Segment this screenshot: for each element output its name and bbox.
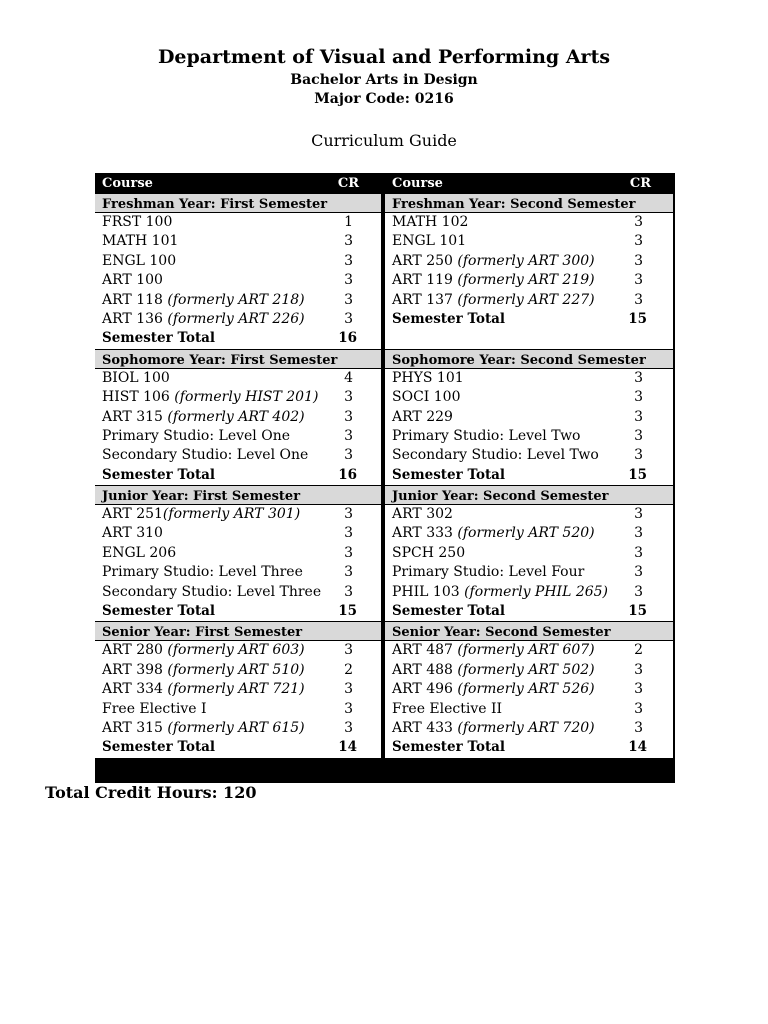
course-name: ENGL 100: [102, 252, 177, 269]
semester-heading: Sophomore Year: First Semester: [95, 349, 381, 369]
course-row: [385, 524, 673, 543]
course-credits: 3: [344, 681, 353, 698]
course-row: [385, 291, 673, 310]
semester-total-credits: 15: [628, 310, 647, 327]
course-row: [95, 700, 381, 719]
course-credits: 3: [634, 506, 643, 523]
course-row: [95, 524, 381, 543]
course-row: [95, 661, 381, 680]
formerly-note: (formerly HIST 201): [174, 389, 319, 406]
semester-heading: Freshman Year: First Semester: [95, 193, 381, 213]
total-credit-hours: Total Credit Hours: 120: [45, 783, 257, 802]
course-name: HIST 106: [102, 389, 175, 406]
course-credits: 3: [344, 408, 353, 425]
semester-total-credits: 16: [338, 330, 357, 347]
course-row: [385, 252, 673, 271]
course-name: MATH 101: [102, 233, 179, 250]
course-name: ART 496: [392, 681, 458, 698]
formerly-note: (formerly ART 300): [457, 252, 595, 269]
course-credits: 3: [634, 389, 643, 406]
formerly-note: (formerly PHIL 265): [464, 583, 609, 600]
course-credits: 1: [344, 214, 353, 230]
course-row: [95, 719, 381, 738]
column-header-cr: CR: [629, 176, 651, 191]
semester-heading: Sophomore Year: Second Semester: [385, 349, 673, 369]
semester-heading: Junior Year: Second Semester: [385, 485, 673, 505]
formerly-note: (formerly ART 218): [167, 291, 305, 308]
course-name: PHYS 101: [392, 369, 464, 386]
course-credits: 3: [634, 583, 643, 600]
formerly-note: (formerly ART 402): [167, 408, 305, 425]
semester-heading: Senior Year: First Semester: [95, 621, 381, 641]
course-credits: 3: [344, 233, 353, 250]
course-credits: 3: [634, 214, 643, 230]
course-row: [95, 271, 381, 290]
course-credits: 2: [344, 661, 353, 678]
curriculum-guide-heading: Curriculum Guide: [311, 131, 457, 150]
course-credits: 3: [344, 642, 353, 659]
course-row: [385, 213, 673, 232]
course-name: Primary Studio: Level Three: [102, 564, 303, 581]
course-credits: 3: [634, 661, 643, 678]
formerly-note: (formerly ART 227): [457, 291, 595, 308]
course-row: [95, 291, 381, 310]
semester-body: [95, 213, 381, 349]
semester-total-row: [95, 329, 381, 348]
semester-heading: Freshman Year: Second Semester: [385, 193, 673, 213]
course-name: ART 310: [102, 525, 163, 542]
course-name: Secondary Studio: Level Two: [392, 447, 599, 464]
course-name: MATH 102: [392, 214, 469, 230]
semester-body: [385, 505, 673, 621]
course-credits: 3: [344, 506, 353, 523]
semester-total-row: [95, 602, 381, 621]
course-name: Secondary Studio: Level One: [102, 447, 309, 464]
semester-total-credits: 15: [338, 603, 357, 620]
formerly-note: (formerly ART 502): [457, 661, 595, 678]
course-credits: 3: [344, 252, 353, 269]
course-row: [95, 680, 381, 699]
semester-total-credits: 16: [338, 466, 357, 483]
course-name: ART 333: [392, 525, 458, 542]
course-name: Primary Studio: Level One: [102, 427, 291, 444]
course-credits: 3: [344, 272, 353, 289]
formerly-note: (formerly ART 301): [162, 506, 301, 523]
column-header-course: Course: [102, 176, 153, 191]
course-credits: 2: [634, 642, 643, 659]
degree-subtitle: Bachelor Arts in Design: [290, 72, 478, 88]
course-name: ART 136: [102, 310, 168, 327]
course-row: [385, 427, 673, 446]
semester-total-row: [385, 466, 673, 485]
course-row: [385, 700, 673, 719]
course-name: SPCH 250: [392, 544, 466, 561]
course-name: SOCI 100: [392, 389, 461, 406]
course-row: [385, 232, 673, 251]
course-row: [95, 446, 381, 465]
semester-total-label: Semester Total: [392, 310, 506, 327]
semester-body: [95, 369, 381, 485]
formerly-note: (formerly ART 226): [167, 310, 305, 327]
semester-total-row: [385, 310, 673, 329]
course-row: [385, 563, 673, 582]
course-name: BIOL 100: [102, 369, 170, 386]
column-header-course: Course: [392, 176, 443, 191]
semester-body: [95, 641, 381, 757]
semester-total-label: Semester Total: [102, 739, 216, 756]
course-name: ART 315: [102, 408, 168, 425]
formerly-note: (formerly ART 607): [457, 642, 595, 659]
course-row: [95, 544, 381, 563]
course-row: [385, 583, 673, 602]
course-row: [385, 719, 673, 738]
course-credits: 3: [344, 291, 353, 308]
course-name: ENGL 101: [392, 233, 467, 250]
course-credits: 3: [344, 447, 353, 464]
course-credits: 3: [344, 544, 353, 561]
page-title: Department of Visual and Performing Arts: [157, 46, 611, 68]
course-row: [95, 408, 381, 427]
semester-heading: Senior Year: Second Semester: [385, 621, 673, 641]
formerly-note: (formerly ART 510): [167, 661, 305, 678]
left-column: [95, 173, 381, 758]
course-credits: 3: [634, 447, 643, 464]
course-row: [385, 505, 673, 524]
course-name: ART 251: [102, 506, 163, 523]
course-credits: 3: [634, 427, 643, 444]
column-header-cr: CR: [337, 176, 359, 191]
course-name: ART 229: [392, 408, 453, 425]
semester-total-row: [385, 738, 673, 757]
column-header: [95, 173, 381, 193]
semester-total-label: Semester Total: [102, 603, 216, 620]
course-name: Primary Studio: Level Four: [392, 564, 585, 581]
course-credits: 3: [344, 427, 353, 444]
course-credits: 3: [634, 525, 643, 542]
course-credits: 3: [634, 252, 643, 269]
course-row: [385, 388, 673, 407]
course-credits: 3: [344, 700, 353, 717]
course-name: ART 250: [392, 252, 458, 269]
semester-total-row: [95, 738, 381, 757]
course-name: ART 119: [392, 272, 458, 289]
semester-total-label: Semester Total: [392, 603, 506, 620]
course-credits: 3: [634, 681, 643, 698]
semester-total-label: Semester Total: [102, 330, 216, 347]
semester-body: [385, 369, 673, 485]
semester-total-label: Semester Total: [392, 466, 506, 483]
major-code: Major Code: 0216: [314, 91, 454, 107]
course-name: Free Elective I: [102, 700, 207, 717]
course-name: PHIL 103: [392, 583, 465, 600]
semester-total-credits: 14: [628, 739, 647, 756]
course-name: ART 302: [392, 506, 453, 523]
course-credits: 3: [634, 719, 643, 736]
course-name: Secondary Studio: Level Three: [102, 583, 322, 600]
semester-body: [95, 505, 381, 621]
course-row: [385, 544, 673, 563]
formerly-note: (formerly ART 603): [167, 642, 305, 659]
course-credits: 3: [344, 525, 353, 542]
right-column: [385, 173, 673, 758]
course-row: [95, 427, 381, 446]
course-name: ART 487: [392, 642, 458, 659]
formerly-note: (formerly ART 720): [457, 719, 595, 736]
semester-body: [385, 213, 673, 349]
formerly-note: (formerly ART 520): [457, 525, 595, 542]
course-row: [95, 583, 381, 602]
curriculum-table: [95, 173, 675, 783]
course-row: [95, 213, 381, 232]
course-row: [95, 310, 381, 329]
course-name: Free Elective II: [392, 700, 503, 717]
course-row: [385, 641, 673, 660]
course-name: ART 118: [102, 291, 168, 308]
formerly-note: (formerly ART 219): [457, 272, 595, 289]
course-row: [95, 232, 381, 251]
course-row: [385, 661, 673, 680]
semester-total-label: Semester Total: [392, 739, 506, 756]
course-name: ART 433: [392, 719, 458, 736]
course-credits: 3: [344, 583, 353, 600]
semester-total-row: [95, 466, 381, 485]
course-row: [385, 446, 673, 465]
semester-total-credits: 14: [338, 739, 357, 756]
course-credits: 3: [634, 369, 643, 386]
course-row: [95, 369, 381, 388]
course-row: [95, 252, 381, 271]
course-credits: 3: [634, 291, 643, 308]
course-credits: 3: [634, 272, 643, 289]
course-credits: 3: [344, 719, 353, 736]
course-row: [385, 369, 673, 388]
course-name: FRST 100: [102, 214, 173, 230]
course-credits: 3: [634, 564, 643, 581]
course-credits: 4: [344, 369, 353, 386]
semester-total-row: [385, 602, 673, 621]
semester-total-label: Semester Total: [102, 466, 216, 483]
formerly-note: (formerly ART 615): [167, 719, 305, 736]
course-credits: 3: [634, 544, 643, 561]
course-credits: 3: [344, 389, 353, 406]
course-name: ART 315: [102, 719, 168, 736]
course-row: [95, 388, 381, 407]
course-credits: 3: [344, 564, 353, 581]
semester-total-credits: 15: [628, 466, 647, 483]
course-credits: 3: [634, 700, 643, 717]
course-name: ART 137: [392, 291, 458, 308]
course-credits: 3: [634, 408, 643, 425]
semester-total-credits: 15: [628, 603, 647, 620]
semester-heading: Junior Year: First Semester: [95, 485, 381, 505]
empty-row: [385, 329, 673, 348]
course-credits: 3: [344, 310, 353, 327]
course-credits: 3: [634, 233, 643, 250]
course-row: [95, 505, 381, 524]
formerly-note: (formerly ART 526): [457, 681, 595, 698]
course-name: Primary Studio: Level Two: [392, 427, 581, 444]
column-header: [385, 173, 673, 193]
course-row: [95, 563, 381, 582]
course-name: ART 488: [392, 661, 458, 678]
course-row: [385, 680, 673, 699]
course-name: ENGL 206: [102, 544, 177, 561]
semester-body: [385, 641, 673, 757]
course-row: [95, 641, 381, 660]
course-name: ART 334: [102, 681, 168, 698]
course-name: ART 100: [102, 272, 163, 289]
course-row: [385, 271, 673, 290]
formerly-note: (formerly ART 721): [167, 681, 305, 698]
course-name: ART 398: [102, 661, 168, 678]
course-row: [385, 408, 673, 427]
course-name: ART 280: [102, 642, 168, 659]
